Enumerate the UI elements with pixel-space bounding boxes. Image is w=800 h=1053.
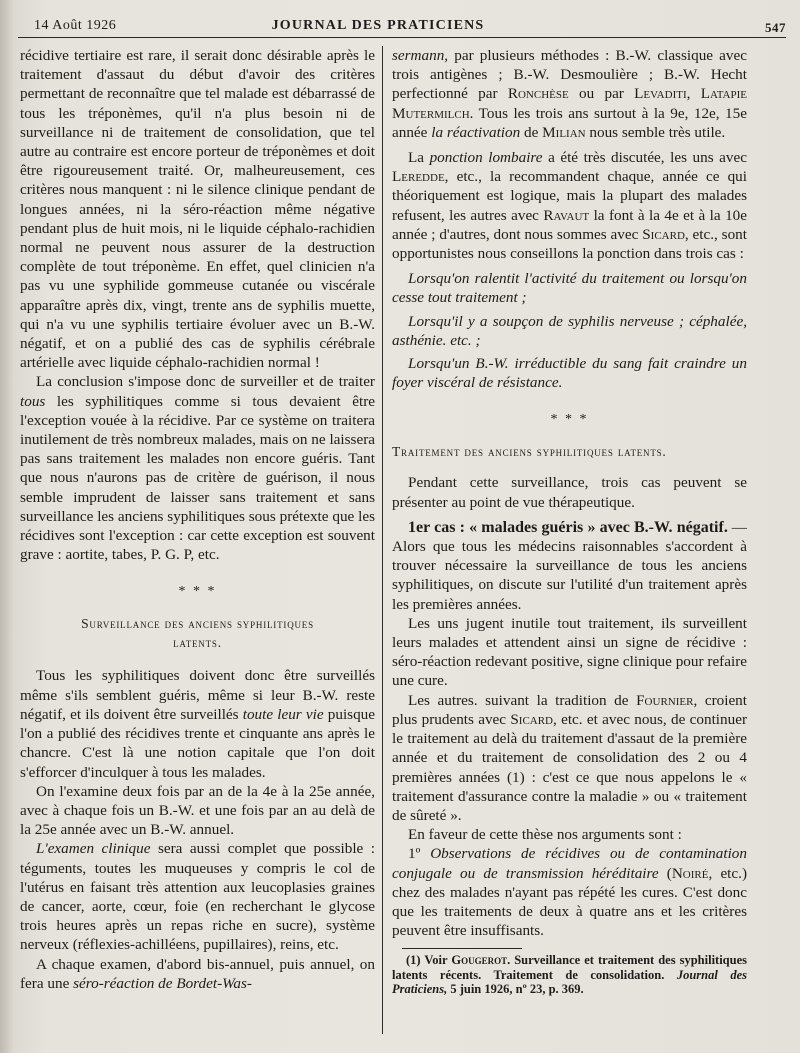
section-separator-stars: * * * xyxy=(550,412,589,428)
paragraph: sermann, par plusieurs méthodes : B.-W. classique avec trois antigènes ; B.-W. Desmoulière ; B.-W. Hecht perfectionné par Ronchèse ou par Levaditi, Latapie Mutermilch. Tous les trois ans surtout à la 9e, 12e, 15e année la réactivation de Milian nous semble très utile. xyxy=(392,47,747,141)
case-item: Lorsqu'un B.-W. irréductible du sang fait craindre un foyer viscéral de résistance. xyxy=(392,355,747,392)
paragraph: Les uns jugent inutile tout traitement, ils surveillent leurs malades et attendent ainsi un signe de récidive : séro-réaction redevant positive, signe clinique pour refaire une cure. xyxy=(392,614,747,690)
journal-title: JOURNAL DES PRATICIENS xyxy=(271,18,485,33)
paragraph: L'examen clinique sera aussi complet que possible : téguments, toutes les muqueuses y compris le col de l'utérus en faisant très attention aux leucoplasies graines de cancer, aorte, cœur, foie (en recherchant le glycose trois heures après un repas riche en sucre), système nerveux (réflexies-achilléens, pupillaires), reins, etc. xyxy=(20,840,375,954)
issue-date: 14 Août 1926 xyxy=(34,18,117,33)
paragraph: A chaque examen, d'abord bis-annuel, puis annuel, on fera une séro-réaction de Bordet-Was- xyxy=(20,955,375,992)
paragraph: En faveur de cette thèse nos arguments sont : xyxy=(408,826,682,844)
footnote-rule xyxy=(402,948,522,949)
case-item: Lorsqu'on ralentit l'activité du traitement ou lorsqu'on cesse tout traitement ; xyxy=(392,270,747,307)
section-separator-stars: * * * xyxy=(178,584,217,600)
paragraph: On l'examine deux fois par an de la 4e à la 25e année, avec à chaque fois un B.-W. et une fois par an au delà de la 25e année avec un B.-W. annuel. xyxy=(20,782,375,839)
paragraph: Les autres. suivant la tradition de Fournier, croient plus prudents avec Sicard, etc. et avec nous, de continuer le traitement au delà du traitement d'assaut de la première année et du traitement de consolidation des 2 ou 4 premières années (1) : c'est ce que nous appelons le « traitement d'assurance contre la maladie » ou « traitement de sûreté ». xyxy=(392,691,748,824)
paragraph: La ponction lombaire a été très discutée, les uns avec Leredde, etc., la recommandent chaque, année ce qui théoriquement est logique, mais la plupart des malades refusent, les autres avec Ravaut la font à la 4e et à la 10e année ; d'autres, dont nous sommes avec Sicard, etc., sont opportunistes nous conseillons la ponction dans trois cas : xyxy=(392,149,747,263)
paragraph: 1er cas : « malades guéris » avec B.-W. négatif. — Alors que tous les médecins raisonnables s'accordent à trouver nécessaire la surveillance de tous les anciens syphilitiques, on discute sur l'utilité d'un traitement après les premières années. xyxy=(392,518,747,613)
page-gutter-shadow xyxy=(0,0,14,1053)
paragraph: Pendant cette surveillance, trois cas peuvent se présenter au point de vue thérapeutique. xyxy=(392,474,747,511)
section-heading: Traitement des anciens syphilitiques latents. xyxy=(392,444,667,460)
footnote: (1) Voir Gougerot. Surveillance et traitement des syphilitiques latents récents. Traitement de consolidation. Journal des Praticiens, 5 juin 1926, nº 23, p. 369. xyxy=(392,953,747,997)
case-item: Lorsqu'il y a soupçon de syphilis nerveuse ; céphalée, asthénie. etc. ; xyxy=(392,312,747,349)
right-column xyxy=(392,46,747,997)
section-heading: Surveillance des anciens syphilitiques latents. xyxy=(81,616,314,651)
paragraph: récidive tertiaire est rare, il serait donc désirable après le traitement d'assaut du début d'avoir des critères permettant de reconnaître que tel malade est débarrassé de tous les tréponèmes, qu'il n'a plus besoin ni de surveillance ni de traitement de consolidation, que tel autre au contraire est encore porteur de tréponèmes et doit être rigoureusement traité. Or, malheureusement, ces critères nous manquent : ni le silence clinique pendant de longues années, ni la séro-réaction même négative pendant plus de huit mois, ni le liquide céphalo-rachidien normal ne peuvent nous assurer de la destruction complète de tout tréponème. En effet, quel clinicien n'a pas vu une syphilide gommeuse cutanée ou viscérale apparaître après dix, vingt, trente ans de syphilis muette, qui n'a vu une syphilis tertiaire évoluer avec un B.-W. négatif, et on a publié des cas de syphilis cérébrale artérielle avec liquide céphalo-rachidien normal ! xyxy=(20,47,375,372)
page-number: 547 xyxy=(765,20,786,35)
column-divider xyxy=(382,46,383,1034)
paragraph: 1º Observations de récidives ou de contamination conjugale ou de transmission héréditaire (Noiré, etc.) chez des malades n'ayant pas répété les cures. C'est donc que les traitements de deux à quatre ans et les critères peuvent être insuffisants. xyxy=(392,845,747,940)
paragraph: La conclusion s'impose donc de surveiller et de traiter tous les syphilitiques comme si tous devaient être l'exception vouée à la récidive. Par ce système on traitera inutilement de très nombreux malades, mais on ne laissera pas sans traitement les malades non encore guéris. Tant que nous n'aurons pas de critère de guérison, il nous semble imprudent de laisser sans traitement et sans surveillance les anciens syphilitiques sous prétexte que les récidives sont l'exception : car cette exception est souvent grave : aortite, tabes, P. G. P, etc. xyxy=(20,373,375,564)
left-column xyxy=(20,46,375,993)
paragraph: Tous les syphilitiques doivent donc être surveillés même s'ils semblent guéris, même si leur B.-W. reste négatif, et ils doivent être surveillés toute leur vie puisque l'on a publié des récidives trente et cinquante ans après le chancre. C'est là une notion capitale que l'on doit s'efforcer d'inculquer à tous les malades. xyxy=(20,667,375,781)
header-rule xyxy=(18,37,786,38)
